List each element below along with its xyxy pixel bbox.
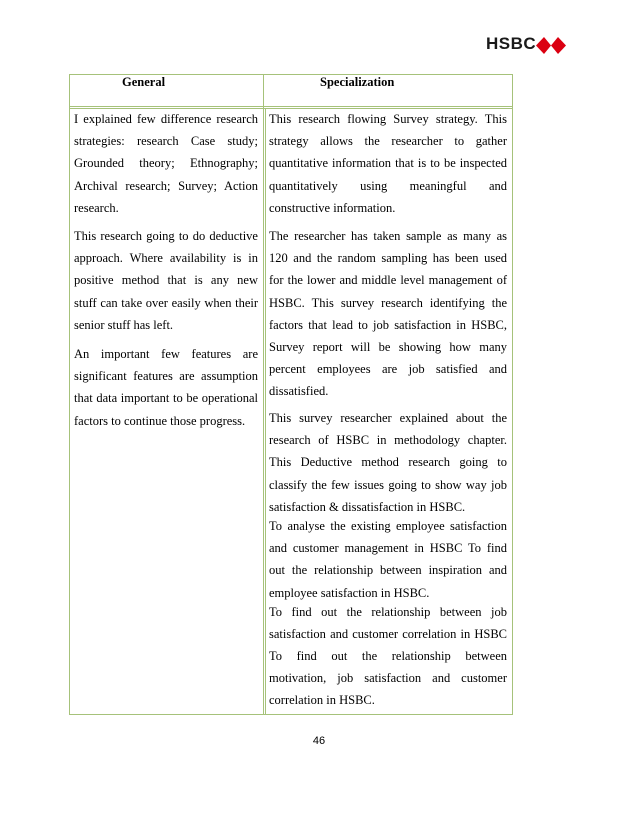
general-paragraph-1 [74, 108, 258, 219]
text-line: HSBC. This survey research identifying the [269, 295, 507, 310]
text-line: 120 and the random sampling has been used [269, 251, 507, 266]
text-line: An important few features are [74, 347, 258, 361]
text-line: strategy allows the researcher to gather [269, 134, 507, 149]
text-line: quantitative information that is to be inspected [269, 156, 507, 171]
text-line: Survey report will be showing how many [269, 340, 507, 355]
specialization-paragraph-3 [269, 407, 507, 518]
text-line: factors that lead to job satisfaction in HSBC, [269, 317, 507, 332]
header-specialization: Specialization [320, 75, 395, 89]
text-line: factors to continue those progress. [74, 413, 246, 428]
text-line: This survey researcher explained about the [269, 411, 507, 425]
text-line: and customer management in HSBC To find [269, 541, 507, 556]
text-line: quantitatively using meaningful and [269, 178, 507, 193]
text-line: research of HSBC in methodology chapter. [269, 433, 507, 448]
text-line: satisfaction & dissatisfaction in HSBC. [269, 499, 466, 514]
specialization-paragraph-6 [269, 645, 507, 712]
text-line: percent employees are job satisfied and [269, 362, 507, 377]
text-line: positive method that is any new [74, 273, 258, 288]
text-line: significant features are assumption [74, 369, 258, 384]
text-line: constructive information. [269, 200, 396, 215]
column-divider [263, 74, 264, 715]
logo-text: HSBC [486, 34, 537, 53]
text-line: senior stuff has left. [74, 317, 174, 332]
hsbc-logo [486, 34, 566, 54]
text-line: motivation, job satisfaction and customer [269, 671, 507, 686]
text-line: To analyse the existing employee satisfaction [269, 519, 507, 533]
header-general: General [122, 75, 166, 89]
text-line: Grounded theory; Ethnography; [74, 156, 258, 171]
text-line: This research flowing Survey strategy. This [269, 112, 507, 126]
text-line: satisfaction and customer correlation in HSBC [269, 627, 507, 642]
text-line: approach. Where availability is in [74, 251, 258, 266]
text-line: research. [74, 200, 119, 215]
text-line: dissatisfied. [269, 384, 329, 399]
specialization-paragraph-4 [269, 515, 507, 604]
general-paragraph-3 [74, 343, 258, 432]
text-line: The researcher has taken sample as many as [269, 229, 507, 243]
specialization-paragraph-1 [269, 108, 507, 219]
text-line: classify the few issues going to show way job [269, 477, 507, 492]
general-paragraph-2 [74, 225, 258, 336]
text-line: for the lower and middle level management of [269, 273, 507, 288]
text-line: This research going to do deductive [74, 229, 258, 243]
specialization-paragraph-5 [269, 601, 507, 645]
text-line: out the relationship between inspiration and [269, 563, 507, 578]
text-line: strategies: research Case study; [74, 134, 258, 149]
text-line: correlation in HSBC. [269, 693, 375, 708]
text-line: I explained few difference research [74, 112, 258, 126]
text-line: employee satisfaction in HSBC. [269, 585, 430, 600]
column-divider-inner [265, 108, 266, 715]
page-number: 46 [312, 735, 326, 747]
text-line: This Deductive method research going to [269, 455, 507, 470]
specialization-paragraph-2 [269, 225, 507, 403]
text-line: stuff can take over easily when their [74, 295, 258, 310]
text-line: that data important to be operational [74, 391, 258, 406]
text-line: Archival research; Survey; Action [74, 178, 258, 193]
text-line: To find out the relationship between [269, 649, 507, 663]
hsbc-hexagon-icon [536, 37, 566, 54]
text-line: To find out the relationship between job [269, 605, 507, 619]
